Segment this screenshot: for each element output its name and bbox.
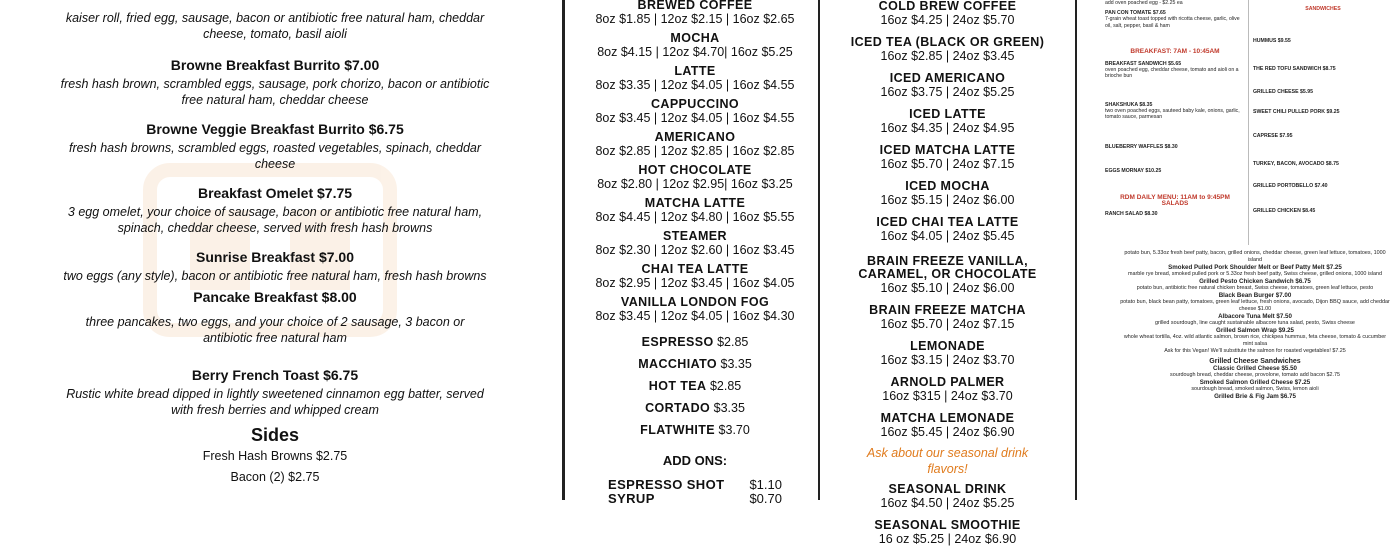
- drink-price: 8oz $2.95 | 12oz $3.45 | 16oz $4.05: [595, 276, 795, 290]
- breakfast-item: [60, 120, 490, 172]
- scan-line: GRILLED CHICKEN $8.45: [1253, 207, 1316, 214]
- drink-item: [850, 108, 1045, 135]
- drink-price: 16oz $3.15 | 24oz $3.70: [880, 353, 1015, 367]
- drink-price: $2.85: [709, 379, 742, 393]
- drink-item: [590, 197, 800, 224]
- drink-price: 8oz $1.85 | 12oz $2.15 | 16oz $2.65: [595, 12, 795, 26]
- scan-line: SALADS: [1161, 199, 1189, 207]
- cold-drinks-column: [850, 0, 1045, 546]
- drink-price: $3.35: [720, 357, 752, 371]
- scan-line: oven poached egg, cheddar cheese, tomato and aioli on a brioche bun: [1105, 67, 1239, 80]
- drink-item: [590, 32, 800, 59]
- addon-name: ESPRESSO SHOT: [608, 477, 725, 492]
- drink-item: [850, 0, 1045, 27]
- scan-right-panel: [1253, 0, 1393, 214]
- scan-line: CAPRESE $7.95: [1253, 133, 1293, 140]
- drink-price: $2.85: [717, 335, 749, 349]
- column-divider: [1075, 0, 1077, 500]
- drink-item: [590, 65, 800, 92]
- drink-item: [590, 400, 800, 417]
- scan-desc: grilled sourdough, line caught sustainable albacore tuna salad, pesto, Swiss cheese: [1155, 320, 1355, 326]
- drink-price: 16oz $5.70 | 24oz $7.15: [880, 157, 1015, 171]
- drink-name: ICED TEA (BLACK OR GREEN): [850, 35, 1045, 49]
- drink-item: [850, 483, 1045, 510]
- side-item: Fresh Hash Browns $2.75: [202, 449, 348, 463]
- drink-item: [590, 356, 800, 373]
- scan-title: Albacore Tuna Melt $7.50: [1218, 313, 1292, 320]
- scan-line: HUMMUS $9.55: [1253, 38, 1291, 45]
- scan-line: BREAKFAST SANDWICH $5.65: [1105, 61, 1182, 68]
- column-divider: [818, 0, 820, 500]
- drink-price: 16oz $4.35 | 24oz $4.95: [880, 121, 1015, 135]
- breakfast-item: [60, 56, 490, 108]
- drink-name: SEASONAL DRINK: [888, 482, 1007, 496]
- drink-price: 16oz $4.05 | 24oz $5.45: [880, 229, 1015, 243]
- drink-price: 8oz $2.80 | 12oz $2.95| 16oz $3.25: [597, 177, 793, 191]
- scan-title: Grilled Brie & Fig Jam $6.75: [1214, 393, 1296, 400]
- drink-name: BRAIN FREEZE VANILLA, CARAMEL, OR CHOCOLATE: [858, 254, 1037, 281]
- scan-line: PAN CON TOMATE $7.65: [1105, 10, 1166, 17]
- scan-line: TURKEY, BACON, AVOCADO $8.75: [1253, 161, 1339, 168]
- drink-name: COLD BREW COFFEE: [878, 0, 1017, 13]
- scan-desc: marble rye bread, smoked pulled pork or 5.33oz fresh beef patty, Swiss cheese, grilled onions, 1000 island: [1128, 271, 1382, 277]
- scan-line: RDM DAILY MENU: 11AM to 9:45PM: [1120, 193, 1230, 201]
- drink-price: 8oz $3.45 | 12oz $4.05 | 16oz $4.55: [595, 111, 795, 125]
- drink-item: [850, 376, 1045, 403]
- scan-line: SHAKSHUKA $8.35: [1105, 101, 1153, 108]
- drink-item: [590, 230, 800, 257]
- item-title: Berry French Toast $6.75: [191, 367, 359, 383]
- drink-item: [590, 0, 800, 26]
- scan-desc: potato bun, 5.33oz fresh beef patty, bacon, grilled onions, cheddar cheese, green leaf lettuce, tomatoes, 1000 island: [1124, 250, 1386, 263]
- drink-name: HOT CHOCOLATE: [638, 163, 752, 177]
- drink-name: LATTE: [674, 64, 716, 78]
- scan-title: Grilled Cheese Sandwiches: [1209, 358, 1301, 365]
- breakfast-item: [60, 10, 490, 42]
- scan-line: EGGS MORNAY $10.25: [1105, 168, 1162, 175]
- scan-title: Grilled Pesto Chicken Sandwich $6.75: [1199, 278, 1311, 285]
- drink-item: [590, 263, 800, 290]
- scan-line: RANCH SALAD $8.30: [1105, 211, 1158, 218]
- scan-divider: [1248, 0, 1249, 245]
- drink-price: 8oz $3.45 | 12oz $4.05 | 16oz $4.30: [595, 309, 795, 323]
- drink-name: MATCHA LEMONADE: [880, 411, 1015, 425]
- drink-item: [850, 144, 1045, 171]
- drink-item: [590, 296, 800, 323]
- drink-price: 16oz $315 | 24oz $3.70: [882, 389, 1013, 403]
- item-title: Breakfast Omelet $7.75: [197, 185, 353, 201]
- scan-line: GRILLED CHEESE $5.95: [1253, 88, 1313, 95]
- drink-price: 16oz $5.70 | 24oz $7.15: [880, 317, 1015, 331]
- drink-name: FLATWHITE: [640, 423, 716, 437]
- drink-price: 16oz $5.10 | 24oz $6.00: [880, 281, 1015, 295]
- breakfast-item: [60, 184, 490, 236]
- drink-name: CORTADO: [645, 401, 711, 415]
- drink-name: ICED MATCHA LATTE: [879, 143, 1016, 157]
- drink-price: $3.70: [718, 423, 750, 437]
- scan-line: 7-grain wheat toast topped with ricotta cheese, garlic, olive oil, salt, pepper, basil & ham: [1105, 16, 1240, 29]
- drink-item: [850, 340, 1045, 367]
- drink-price: 16oz $2.85 | 24oz $3.45: [880, 49, 1015, 63]
- drink-name: ESPRESSO: [641, 335, 714, 349]
- drink-item: [590, 131, 800, 158]
- drink-name: BRAIN FREEZE MATCHA: [869, 303, 1026, 317]
- drink-name: ICED LATTE: [909, 107, 986, 121]
- drink-price: 16oz $4.25 | 24oz $5.70: [880, 13, 1015, 27]
- drink-name: STEAMER: [663, 229, 727, 243]
- column-divider: [562, 0, 565, 500]
- scan-line: SWEET CHILI PULLED PORK $9.25: [1253, 108, 1340, 115]
- item-title: Sunrise Breakfast $7.00: [196, 249, 354, 265]
- scan-title: Smoked Pulled Pork Shoulder Melt or Beef Patty Melt $7.25: [1168, 264, 1342, 271]
- seasonal-promo: Ask about our seasonal drink flavors!: [866, 446, 1029, 476]
- drink-item: [590, 334, 800, 351]
- drink-item: [590, 98, 800, 125]
- item-title: Browne Veggie Breakfast Burrito $6.75: [146, 121, 404, 137]
- addons-heading: ADD ONS:: [662, 453, 728, 468]
- drink-item: [850, 304, 1045, 331]
- drink-item: [850, 180, 1045, 207]
- scan-line: BREAKFAST: 7AM - 10:45AM: [1130, 47, 1220, 55]
- hot-drinks-column: [590, 0, 800, 506]
- scan-title: Classic Grilled Cheese $5.50: [1213, 365, 1297, 372]
- breakfast-item: [60, 288, 490, 346]
- drink-price: 16oz $5.45 | 24oz $6.90: [880, 425, 1015, 439]
- drink-item: [850, 36, 1045, 63]
- drink-price: 8oz $3.35 | 12oz $4.05 | 16oz $4.55: [595, 78, 795, 92]
- drink-item: [850, 216, 1045, 243]
- scan-title: Black Bean Burger $7.00: [1218, 292, 1292, 299]
- drink-item: [590, 164, 800, 191]
- scan-line: BLUEBERRY WAFFLES $8.30: [1105, 144, 1178, 151]
- addon-row: [590, 478, 800, 492]
- scan-desc: Ask for this Vegan! We'll substitute the salmon for roasted vegetables! $7.25: [1164, 348, 1346, 354]
- scan-line: SANDWICHES: [1305, 6, 1341, 12]
- item-title: Pancake Breakfast $8.00: [193, 289, 357, 305]
- item-desc: fresh hash brown, scrambled eggs, sausage, pork chorizo, bacon or antibiotic free natural ham, cheddar cheese: [60, 77, 490, 107]
- drink-price: 8oz $2.85 | 12oz $2.85 | 16oz $2.85: [595, 144, 795, 158]
- drink-item: [850, 255, 1045, 295]
- scan-desc: whole wheat tortilla, 4oz. wild atlantic salmon, brown rice, chickpea hummus, feta cheese, tomato & cucumber mint salsa: [1123, 334, 1387, 347]
- scan-lower-panel: [1120, 250, 1390, 400]
- item-desc: 3 egg omelet, your choice of sausage, bacon or antibiotic free natural ham, spinach, cheddar cheese, served with fresh hash browns: [67, 205, 483, 235]
- drink-price: 16oz $5.15 | 24oz $6.00: [880, 193, 1015, 207]
- drink-name: VANILLA LONDON FOG: [620, 295, 770, 309]
- breakfast-column: [60, 0, 490, 500]
- drink-price: 16oz $3.75 | 24oz $5.25: [880, 85, 1015, 99]
- side-item: Bacon (2) $2.75: [230, 470, 320, 484]
- breakfast-item: [60, 366, 490, 418]
- drink-name: MATCHA LATTE: [644, 196, 746, 210]
- drink-name: BREWED COFFEE: [637, 0, 753, 12]
- item-desc: two eggs (any style), bacon or antibiotic free natural ham, fresh hash browns: [63, 269, 487, 283]
- drink-item: [850, 412, 1045, 439]
- drink-name: ICED CHAI TEA LATTE: [876, 215, 1019, 229]
- drink-name: LEMONADE: [910, 339, 985, 353]
- drink-name: ICED AMERICANO: [889, 71, 1006, 85]
- sides-heading: Sides: [250, 425, 300, 445]
- drink-name: HOT TEA: [648, 379, 707, 393]
- addon-price: $1.10: [749, 477, 782, 492]
- scan-title: Grilled Salmon Wrap $9.25: [1216, 327, 1294, 334]
- drink-name: MACCHIATO: [638, 357, 718, 371]
- breakfast-item: [60, 248, 490, 284]
- drink-price: 8oz $4.15 | 12oz $4.70| 16oz $5.25: [597, 45, 793, 59]
- scan-line: two oven poached eggs, sauteed baby kale, onions, garlic, tomato sauce, parmesan: [1105, 107, 1240, 121]
- addon-row: [590, 492, 800, 506]
- scan-desc: potato bun, black bean patty, tomatoes, green leaf lettuce, fresh onions, avocado, Dijon BBQ sauce, add cheddar cheese $1.00: [1120, 299, 1390, 312]
- item-desc: fresh hash browns, scrambled eggs, roasted vegetables, spinach, cheddar cheese: [68, 141, 482, 171]
- drink-item: [590, 422, 800, 439]
- scan-line: GRILLED PORTOBELLO $7.40: [1253, 183, 1328, 190]
- drink-price: $3.35: [713, 401, 745, 415]
- drink-price: 16oz $4.50 | 24oz $5.25: [880, 496, 1015, 510]
- drink-item: [590, 378, 800, 395]
- addon-name: SYRUP: [608, 491, 655, 506]
- item-title: Browne Breakfast Burrito $7.00: [170, 57, 380, 73]
- scan-left-panel: [1105, 0, 1245, 217]
- drink-name: ICED MOCHA: [905, 179, 990, 193]
- item-desc: Rustic white bread dipped in lightly sweetened cinnamon egg batter, served with fresh berries and whipped cream: [66, 387, 484, 417]
- item-desc: three pancakes, two eggs, and your choice of 2 sausage, 3 bacon or antibiotic free natural ham: [85, 315, 465, 345]
- drink-price: 8oz $2.30 | 12oz $2.60 | 16oz $3.45: [595, 243, 795, 257]
- drink-price: 16 oz $5.25 | 24oz $6.90: [878, 532, 1017, 546]
- scan-title: Smoked Salmon Grilled Cheese $7.25: [1199, 379, 1311, 386]
- item-desc: kaiser roll, fried egg, sausage, bacon or antibiotic free natural ham, cheddar cheese, tomato, basil aioli: [65, 11, 485, 41]
- drink-name: CHAI TEA LATTE: [641, 262, 749, 276]
- scanned-menu: [1105, 0, 1395, 500]
- drink-item: [850, 519, 1045, 546]
- scan-line: add oven poached egg - $2.25 ea: [1105, 0, 1183, 6]
- drink-name: MOCHA: [670, 31, 720, 45]
- drink-item: [850, 72, 1045, 99]
- scan-desc: potato bun, antibiotic free natural chicken breast, Swiss cheese, tomatoes, green leaf lettuce, pesto: [1136, 285, 1374, 291]
- scan-line: THE RED TOFU SANDWICH $8.75: [1253, 66, 1336, 73]
- drink-price: 8oz $4.45 | 12oz $4.80 | 16oz $5.55: [595, 210, 795, 224]
- drink-name: CAPPUCCINO: [650, 97, 740, 111]
- drink-name: ARNOLD PALMER: [890, 375, 1005, 389]
- addon-price: $0.70: [749, 491, 782, 506]
- scan-desc: sourdough bread, cheddar cheese, provolone, tomato add bacon $2.75: [1170, 372, 1340, 378]
- drink-name: AMERICANO: [654, 130, 736, 144]
- scan-desc: sourdough bread, smoked salmon, Swiss, lemon aioli: [1191, 386, 1319, 392]
- drink-name: SEASONAL SMOOTHIE: [874, 518, 1021, 532]
